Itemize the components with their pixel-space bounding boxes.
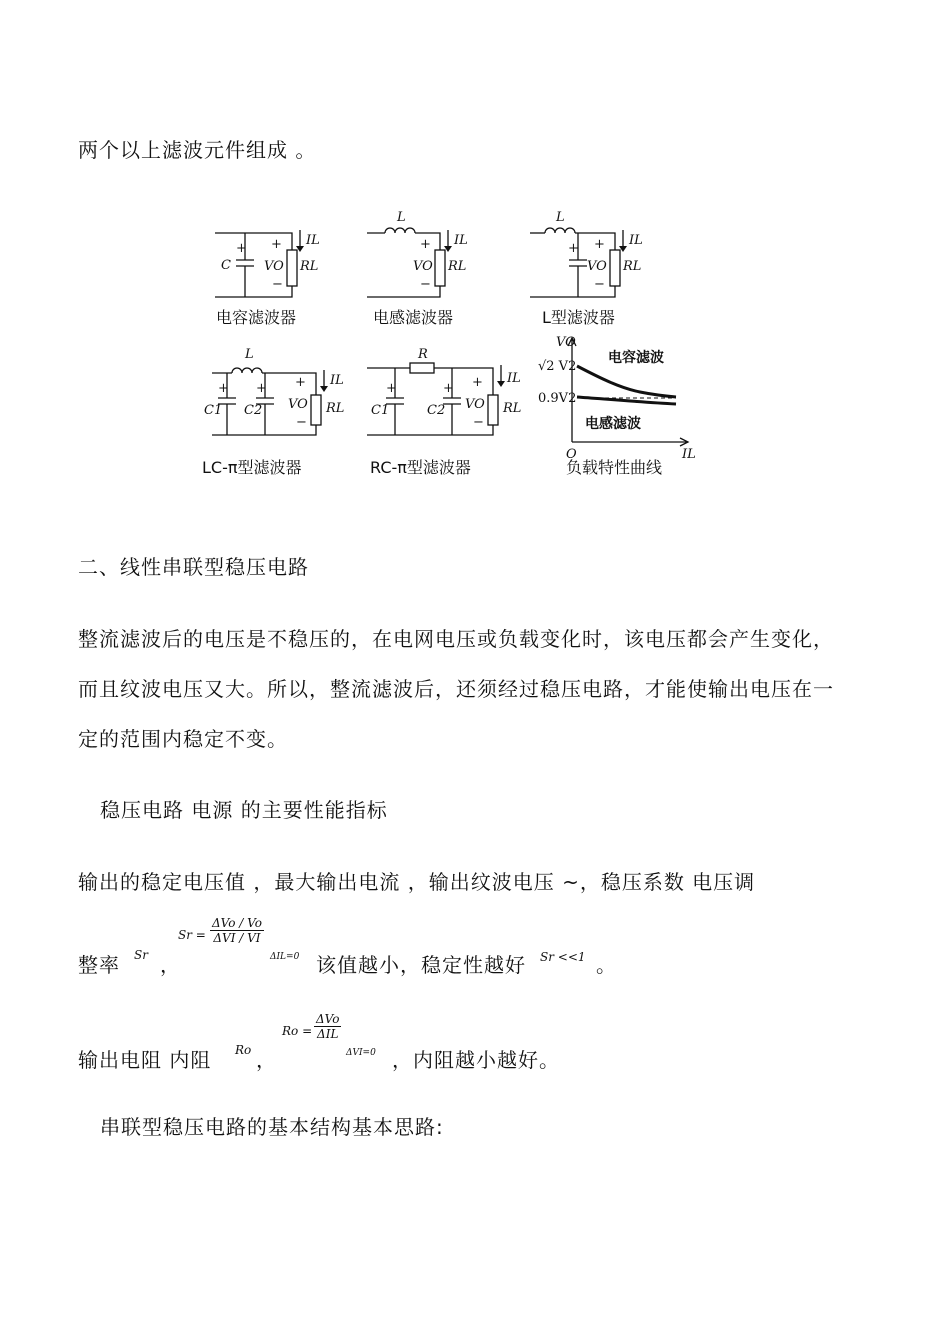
paragraph-intro: 两个以上滤波元件组成 。 [78, 138, 317, 162]
svg-text:+: + [472, 375, 483, 390]
svg-text:RL: RL [623, 259, 642, 274]
svg-text:IL: IL [330, 373, 344, 388]
svg-text:+: + [271, 237, 282, 252]
svg-text:IL: IL [682, 447, 696, 462]
svg-text:+: + [420, 237, 431, 252]
svg-text:+: + [218, 381, 229, 396]
svg-text:C2: C2 [244, 403, 263, 418]
svg-text:+: + [594, 237, 605, 252]
ro-condition: ΔVI=0 [346, 1048, 376, 1058]
inductor-filter-circuit [367, 228, 448, 297]
svg-text:C1: C1 [371, 403, 390, 418]
sr-lhs: Sr = [178, 928, 206, 942]
svg-text:−: − [272, 277, 283, 292]
sr-symbol: Sr [134, 948, 148, 962]
indicators-line-a: 输出的稳定电压值 ，最大输出电流 ，输出纹波电压 ~，稳压系数 电压调 [78, 870, 756, 894]
indicators-line-b-2: ， [160, 953, 181, 977]
caption-l-filter: L型滤波器 [542, 308, 615, 327]
svg-text:O: O [566, 447, 577, 462]
svg-text:R: R [418, 347, 428, 362]
svg-text:+: + [236, 241, 247, 256]
body-line-3: 定的范围内稳定不变。 [78, 727, 288, 751]
svg-text:−: − [420, 277, 431, 292]
svg-text:−: − [594, 277, 605, 292]
ro-fraction [314, 1012, 341, 1041]
svg-text:IL: IL [306, 233, 320, 248]
svg-text:−: − [473, 415, 484, 430]
svg-text:VO: VO [413, 259, 433, 274]
body-line-1: 整流滤波后的电压是不稳压的，在电网电压或负载变化时，该电压都会产生变化， [78, 627, 834, 651]
svg-text:L: L [245, 347, 254, 362]
indicators-line-b-3: 该值越小，稳定性越好 [316, 953, 526, 977]
svg-text:√2 V2: √2 V2 [538, 359, 577, 374]
svg-text:IL: IL [629, 233, 643, 248]
svg-text:L: L [397, 210, 406, 225]
caption-load-curve: 负载特性曲线 [566, 458, 663, 477]
sr-denominator: ΔVI / VI [213, 931, 261, 945]
caption-lc-pi-filter: LC-π型滤波器 [202, 458, 302, 477]
svg-text:VO: VO [288, 397, 308, 412]
sr-condition: ΔIL=0 [270, 952, 300, 962]
curve-ind-label: 电感滤波 [585, 416, 641, 432]
svg-text:C2: C2 [427, 403, 446, 418]
svg-text:IL: IL [454, 233, 468, 248]
svg-text:+: + [256, 381, 267, 396]
svg-text:−: − [296, 415, 307, 430]
svg-text:+: + [295, 375, 306, 390]
svg-text:VO: VO [465, 397, 485, 412]
svg-text:+: + [386, 381, 397, 396]
caption-capacitor-filter: 电容滤波器 [216, 308, 297, 327]
svg-text:IL: IL [507, 371, 521, 386]
svg-text:RL: RL [448, 259, 467, 274]
svg-text:VO: VO [556, 335, 576, 350]
indicators-line-c-1: 输出电阻 内阻 [78, 1048, 212, 1072]
caption-rc-pi-filter: RC-π型滤波器 [370, 458, 471, 477]
svg-text:+: + [443, 381, 454, 396]
indicators-line-c-2: ， [256, 1048, 277, 1072]
filter-circuits-figure [0, 190, 950, 690]
svg-text:RL: RL [503, 401, 522, 416]
ro-lhs: Ro = [282, 1024, 313, 1038]
svg-text:RL: RL [300, 259, 319, 274]
indicators-line-b-4: 。 [596, 953, 617, 977]
sr-compare: Sr <<1 [540, 950, 586, 964]
ro-symbol: Ro [235, 1043, 252, 1057]
l-type-filter-circuit [530, 228, 623, 297]
caption-inductor-filter: 电感滤波器 [373, 308, 454, 327]
curve-cap-label: 电容滤波 [608, 350, 664, 366]
svg-text:0.9V2: 0.9V2 [538, 391, 577, 406]
sr-numerator: ΔVo / Vo [212, 916, 262, 930]
svg-text:C1: C1 [204, 403, 223, 418]
structure-heading: 串联型稳压电路的基本结构基本思路: [100, 1115, 444, 1139]
indicators-heading: 稳压电路 电源 的主要性能指标 [100, 798, 388, 822]
svg-text:L: L [556, 210, 565, 225]
indicators-line-c-3: ，内阻越小越好。 [392, 1048, 560, 1072]
body-line-2: 而且纹波电压又大。所以，整流滤波后，还须经过稳压电路，才能使输出电压在一 [78, 677, 834, 701]
indicators-line-b-1: 整率 [78, 953, 120, 977]
sr-fraction [210, 916, 264, 945]
cap-label: C [221, 258, 231, 273]
svg-text:RL: RL [326, 401, 345, 416]
svg-text:VO: VO [587, 259, 607, 274]
svg-text:+: + [568, 241, 579, 256]
section-heading: 二、线性串联型稳压电路 [78, 555, 309, 579]
ro-numerator: ΔVo [316, 1012, 340, 1026]
svg-text:VO: VO [264, 259, 284, 274]
ro-denominator: ΔIL [317, 1027, 339, 1041]
